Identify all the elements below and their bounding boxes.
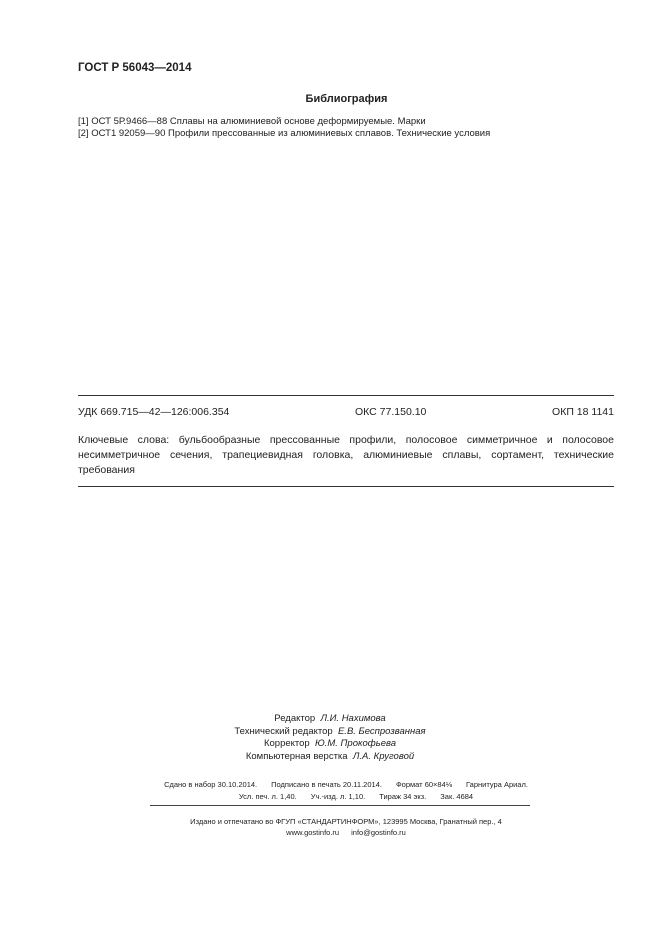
editor-line — [180, 713, 480, 726]
print-sheets: Усл. печ. л. 1,40. — [238, 792, 297, 801]
publisher-info — [78, 816, 614, 838]
editor-line — [180, 726, 480, 739]
document-code: ГОСТ Р 56043—2014 — [78, 62, 192, 74]
divider-top — [78, 395, 614, 396]
publishing-sheets: Уч.-изд. л. 1,10. — [310, 792, 366, 801]
signed-date: Подписано в печать 20.11.2014. — [271, 780, 382, 789]
editor-role: Корректор — [263, 738, 310, 749]
printing-row — [78, 779, 614, 791]
publisher-website: www.gostinfo.ru — [286, 828, 340, 837]
okp-code: ОКП 18 1141 — [552, 406, 614, 418]
editor-name: Л.А. Круговой — [352, 750, 415, 762]
editor-role: Компьютерная верстка — [245, 750, 348, 762]
oks-code: ОКС 77.150.10 — [355, 406, 427, 418]
editor-name: Л.И. Нахимова — [320, 713, 386, 724]
printing-info — [78, 779, 614, 803]
divider-publisher — [150, 805, 530, 806]
paper-format: Формат 60×84⅛ — [395, 780, 453, 789]
publisher-contacts — [78, 827, 614, 838]
classification-codes — [78, 406, 614, 418]
print-run: Тираж 34 экз. — [379, 792, 427, 801]
publisher-line: Издано и отпечатано во ФГУП «СТАНДАРТИНФОРМ», 123995 Москва, Гранатный пер., 4 — [190, 817, 502, 826]
bibliography-item: [1] ОСТ 5Р.9466—88 Сплавы на алюминиевой основе деформируемые. Марки — [78, 116, 426, 127]
editor-line — [180, 751, 480, 764]
publisher-email: info@gostinfo.ru — [351, 828, 406, 837]
bibliography-title — [0, 93, 661, 105]
divider-bottom — [78, 486, 614, 487]
editors-block — [180, 713, 480, 763]
editor-role: Редактор — [274, 713, 316, 724]
bibliography-list — [78, 116, 490, 139]
order-number: Зак. 4684 — [440, 792, 474, 801]
submitted-date: Сдано в набор 30.10.2014. — [164, 780, 258, 789]
editor-role: Технический редактор — [234, 725, 333, 737]
editor-name: Е.В. Беспрозванная — [337, 725, 426, 737]
udk-code: УДК 669.715—42—126:006.354 — [78, 406, 230, 418]
bibliography-title-text: Библиография — [305, 93, 388, 105]
editor-name: Ю.М. Прокофьева — [315, 738, 397, 749]
bibliography-item: [2] ОСТ1 92059—90 Профили прессованные из алюминиевых сплавов. Технические условия — [78, 127, 491, 139]
editor-line — [180, 738, 480, 751]
typeface: Гарнитура Ариал. — [466, 780, 528, 789]
printing-row — [78, 791, 614, 803]
keywords: Ключевые слова: бульбообразные прессованные профили, полосовое симметричное и полосовое несимметричное сечения, трапециевидная головка, алюминиевые сплавы, сортамент, технические требования — [78, 434, 614, 476]
